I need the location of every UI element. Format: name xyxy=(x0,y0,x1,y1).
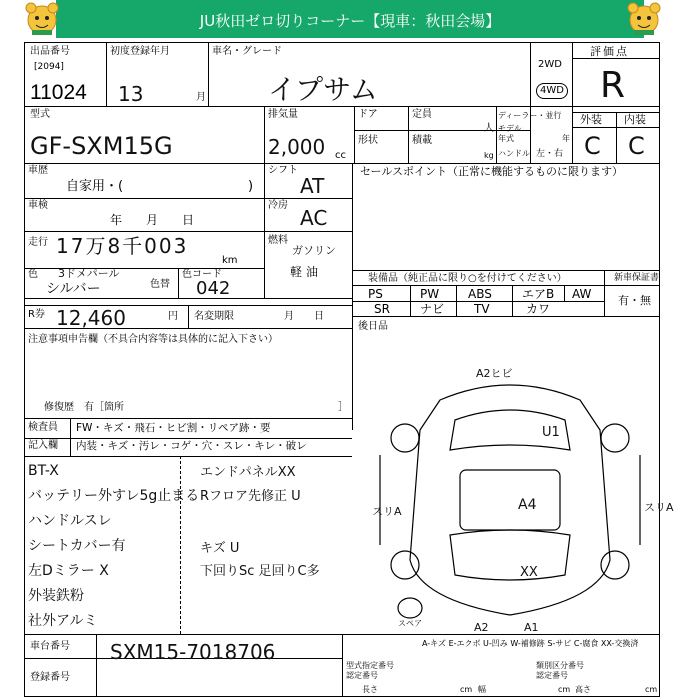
shape-label: 形状 xyxy=(358,135,378,146)
fuel-value-a: ガソリン xyxy=(292,244,336,257)
length-unit: cm xyxy=(460,685,473,694)
banner-title: JU秋田ゼロ切りコーナー【現車：秋田会場】 xyxy=(199,12,501,30)
equipment-item: PS xyxy=(368,287,383,301)
note-line: 外装鉄粉 xyxy=(28,588,84,604)
rating-value: R xyxy=(600,65,626,106)
rear-label: 後日品 xyxy=(358,321,388,332)
equipment-item: ABS xyxy=(468,287,492,301)
recycle-label: R券 xyxy=(28,309,45,320)
inspection-row1: FW・キズ・飛石・ヒビ割・リペア跡・要 xyxy=(76,422,271,434)
damage-mark: スリA xyxy=(372,505,402,518)
ac-label: 冷房 xyxy=(268,200,288,211)
disp-value: 2,000 xyxy=(268,135,326,159)
drive-2wd: 2WD xyxy=(538,59,562,70)
mascot-icon xyxy=(624,2,664,36)
equipment-item: エアB xyxy=(522,287,555,301)
new-warranty: 新車保証書 xyxy=(614,273,660,283)
rating-label: 評価点 xyxy=(590,45,629,58)
inspect-label: 車検 xyxy=(28,200,48,211)
mileage-unit: km xyxy=(222,255,238,266)
recycle-unit: 円 xyxy=(168,311,178,322)
color-code-value: 042 xyxy=(196,278,231,299)
note-line: 下回りSc 足回りC多 xyxy=(200,564,320,579)
reg-label: 初度登録年月 xyxy=(110,46,170,57)
handle-label: ハンドル xyxy=(498,149,530,158)
fuel-value-b: 軽油 xyxy=(290,265,323,279)
note-line: 左Dミラー X xyxy=(28,563,109,579)
year-unit: 年 xyxy=(562,134,570,143)
mileage-value: 17万8千003 xyxy=(56,234,189,258)
door-label: ドア xyxy=(358,109,378,120)
warranty-value: 有・無 xyxy=(618,294,651,307)
type-label: 型式 xyxy=(30,109,50,120)
header-banner xyxy=(56,0,644,38)
chassis-label: 車台番号 xyxy=(30,641,70,652)
lot-number: 11024 xyxy=(30,81,87,104)
damage-mark: A2ヒビ xyxy=(476,367,513,380)
type-value: GF-SXM15G xyxy=(30,132,173,160)
height-label: 高さ xyxy=(575,685,591,694)
equipment-item: PW xyxy=(420,287,440,301)
equipment-item: SR xyxy=(374,302,390,316)
spec-label: 型式指定番号 xyxy=(346,661,394,670)
history-label: 車歴 xyxy=(28,165,48,176)
cap-unit: 人 xyxy=(484,123,494,134)
car-damage-diagram xyxy=(360,360,660,630)
inspector-label-a: 検査員 xyxy=(28,422,58,433)
color-code-label: 色コード xyxy=(182,269,222,280)
recycle-value: 12,460 xyxy=(56,306,126,330)
damage-mark: A1 xyxy=(524,621,539,634)
note-line: キズ U xyxy=(200,541,240,556)
color-note: 3ドメパール xyxy=(58,267,120,280)
lot-label: 出品番号 xyxy=(30,46,70,57)
damage-mark: スペア xyxy=(398,619,422,628)
name-value: イプサム xyxy=(268,73,378,106)
width-unit: cm xyxy=(558,685,571,694)
model-label: モデル xyxy=(498,124,522,133)
history-close: ) xyxy=(248,179,254,194)
damage-mark: U1 xyxy=(542,425,560,440)
damage-mark: XX xyxy=(520,565,538,580)
mascot-icon xyxy=(22,2,62,36)
history-value: 自家用・( xyxy=(66,179,124,194)
inspector-label-b: 記入欄 xyxy=(28,440,58,451)
interior-value: C xyxy=(628,132,645,160)
month-unit: 月 xyxy=(196,92,206,103)
damage-mark: スリA xyxy=(644,501,674,514)
color-change: 色替 xyxy=(150,279,170,290)
note-line: Rフロア先修正 U xyxy=(200,489,301,504)
repair-label: 修復歴 有［箇所 xyxy=(44,402,124,413)
height-unit: cm xyxy=(645,685,658,694)
sales-label: セールスポイント（正常に機能するものに限ります） xyxy=(360,165,624,178)
year-label: 年式 xyxy=(498,134,514,143)
diagram-legend: A-キズ E-エクボ U-凹み W-補修跡 S-サビ C-腐食 XX-交換済 xyxy=(422,639,639,648)
handle-value: 左・右 xyxy=(536,149,564,159)
note-line: BT-X xyxy=(28,463,59,479)
lot-sub: [2094] xyxy=(34,62,64,72)
cap-label: 定員 xyxy=(412,109,432,120)
width-label: 幅 xyxy=(478,685,486,694)
equipment-item: ナビ xyxy=(420,302,445,316)
inspect-value: 年 月 日 xyxy=(110,213,195,227)
shift-label: シフト xyxy=(268,165,298,176)
equip-label: 装備品（純正品に限り○を付けてください） xyxy=(368,273,567,284)
disp-unit: cc xyxy=(335,150,346,161)
length-label: 長さ xyxy=(362,685,378,694)
note-line: シートカバー有 xyxy=(28,538,126,554)
name-change-label: 名変期限 xyxy=(194,311,234,322)
load-label: 積載 xyxy=(412,135,432,146)
interior-label: 内装 xyxy=(624,113,646,126)
damage-mark: A4 xyxy=(518,497,537,513)
damage-mark: A2 xyxy=(474,621,489,634)
notes-label: 注意事項申告欄（不具合内容等は具体的に記入下さい） xyxy=(28,334,278,345)
class-label: 類別区分番号 xyxy=(536,661,584,670)
note-line: バッテリー外すレ5g止まる xyxy=(28,488,200,504)
name-label: 車名・グレード xyxy=(212,46,282,57)
equipment-item: カワ xyxy=(526,302,551,316)
note-line: 社外アルミ xyxy=(28,613,98,629)
load-unit: kg xyxy=(484,151,494,160)
note-line: ハンドルスレ xyxy=(28,513,112,529)
exterior-value: C xyxy=(584,132,601,160)
drive-4wd: 4WD xyxy=(536,83,568,99)
inspection-row2: 内装・キズ・汚レ・コゲ・穴・スレ・キレ・破レ xyxy=(76,440,307,452)
reg-year: 13 xyxy=(118,82,144,106)
disp-label: 排気量 xyxy=(268,109,298,120)
fuel-label: 燃料 xyxy=(268,235,288,246)
repair-close: ］ xyxy=(338,402,348,413)
note-line: エンドパネルXX xyxy=(200,465,296,480)
ac-value: AC xyxy=(300,206,328,230)
registration-label: 登録番号 xyxy=(30,672,70,683)
shift-value: AT xyxy=(300,174,325,198)
chassis-value: SXM15-7018706 xyxy=(110,640,276,664)
exterior-label: 外装 xyxy=(580,113,602,126)
class-sub: 認定番号 xyxy=(536,671,568,680)
dealer-label: ディーラー・並行 xyxy=(498,111,562,120)
equipment-item: TV xyxy=(474,302,490,316)
name-change-value: 月 日 xyxy=(284,311,324,322)
color-label: 色 xyxy=(28,269,38,280)
spec-sub: 認定番号 xyxy=(346,671,378,680)
equipment-item: AW xyxy=(572,287,592,301)
mileage-label: 走行 xyxy=(28,237,48,248)
color-value: シルバー xyxy=(46,281,101,297)
